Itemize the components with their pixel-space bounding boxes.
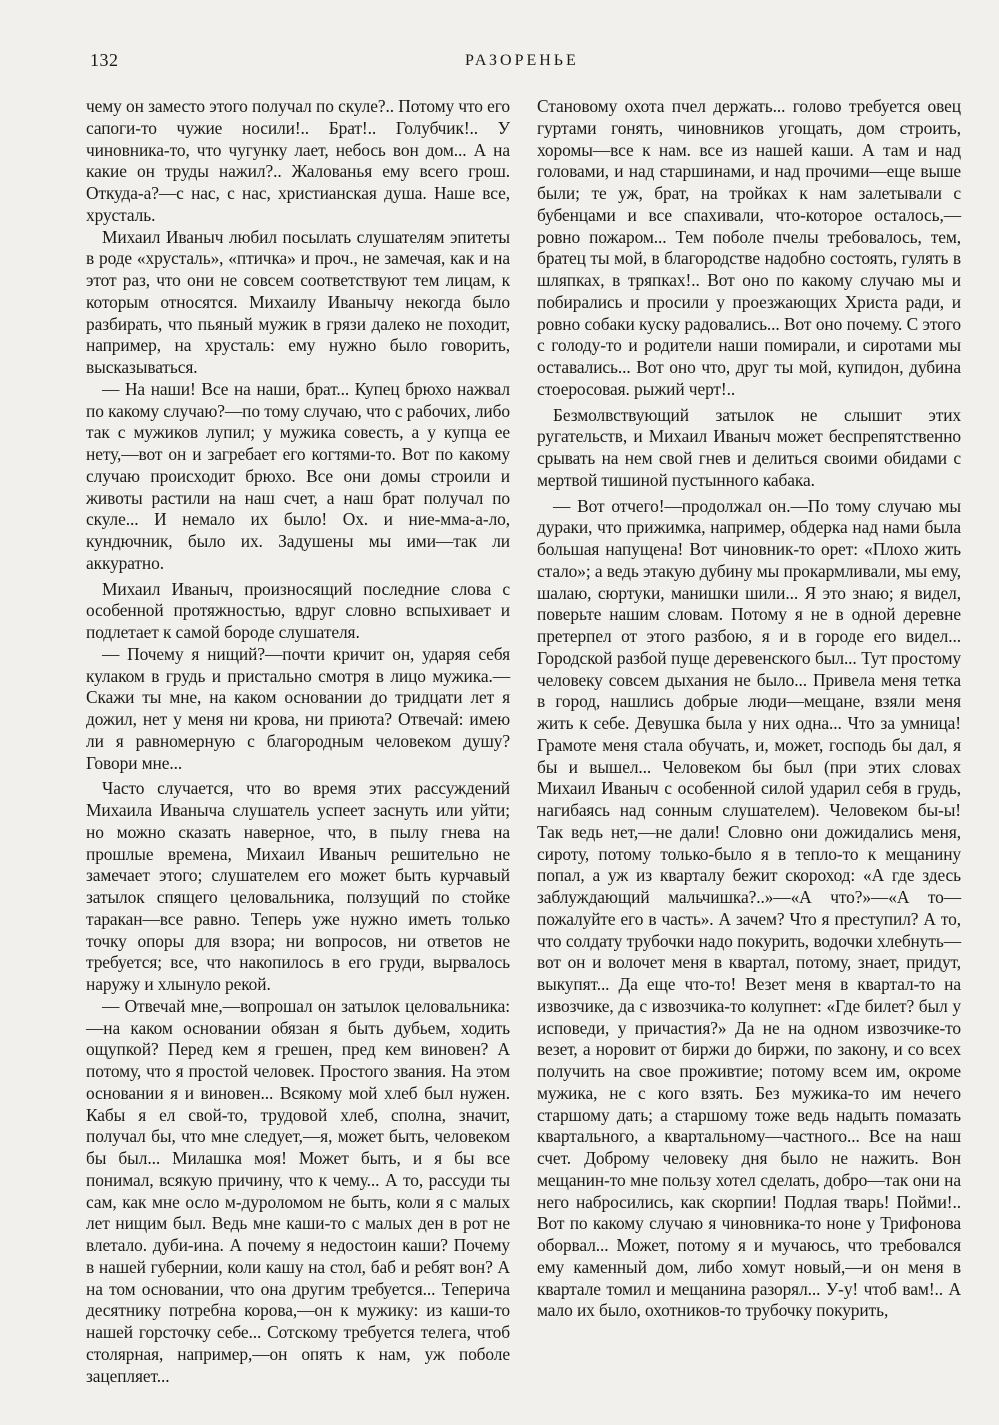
left-column <box>86 96 510 1387</box>
running-title: РАЗОРЕНЬЕ <box>465 52 579 69</box>
paragraph: — Вот отчего!—продолжал он.—По тому случаю мы дураки, что прижимка, например, обдерка над нами была большая напущена! Вот чиновник-то орет: «Плохо жить стало»; а ведь этакую дубину мы прокармливали, мы ему, шалаю, сюртуки, манишки шили... Я это знаю; я видел, поверьте нашим словам. Потому я не в одной деревне претерпел от этого разбою, я и в городе его видел... Городской разбой пуще деревенского был... Тут простому человеку совсем дыхания не было... Привела меня тетка в город, нашлись добрые люди—мещане, взяли меня жить к себе. Девушка была у них одна... Что за умница! Грамоте меня стала обучать, и, может, господь бы дал, я бы и вышел... Человеком бы был (при этих словах Михаил Иваныч с особенной силой ударил себя в грудь, нагибаясь над сонным слушателем). Человеком бы-ы! Так ведь нет,—не дали! Словно они дожидались меня, сироту, потому только-было я в тепло-то к мещанину попал, а уж из кварталу бежит скороход: «А где здесь заблуждающий мальчишка?..»—«А что?»—«А то—пожалуйте его в часть». А зачем? Что я преступил? А то, что солдату трубочки надо покурить, водочки хлебнуть—вот он и волочет меня в квартал, потому, знает, придут, выкупят... Да еще что-то! Везет меня в квартал-то на извозчике, да с извозчика-то колупнет: «Где билет? был у исповеди, у причастия?» Да не на одном извозчике-то везет, а норовит от биржи до биржи, по закону, и со всех получить на свое проживтие; потому всем им, окроме мужика, не с кого взять. Без мужика-то им нечего старшому дать; а старшому тоже ведь надыть помазать квартального, а квартальному—частного... Все на наш счет. Доброму человеку дня было не нажить. Вон мещанин-то мне пользу хотел сделать, добро—так они на него набросились, как скорпии! Подлая тварь! Пойми!.. Вот по какому случаю я чиновника-то ноне у Трифонова оборвал... Может, потому я и мучаюсь, что требовался ему каменный дом, либо хомут новый,—и он меня в квартале томил и мещанина разорял... У-у! чтоб вам!.. А мало их было, охотников-то трубочку покурить, <box>537 495 961 1321</box>
paragraph: Михаил Иваныч, произносящий последние слова с особенной протяжностью, вдруг словно вспыхивает и подлетает к самой бороде слушателя. <box>86 578 510 642</box>
paragraph: — Почему я нищий?—почти кричит он, ударяя себя кулаком в грудь и пристально смотря в лицо мужика.—Скажи ты мне, на каком основании до тридцати лет я дожил, нет у меня ни крова, ни приюта? Отвечай: имею ли я равномерную с благородным человеком душу? Говори мне... <box>86 643 510 773</box>
paragraph: — Отвечай мне,—вопрошал он затылок целовальника:—на каком основании обязан я быть дубьем, ходить ощупкой? Перед кем я грешен, пред кем виновен? А потому, что я простой человек. Простого звания. На этом основании я и виновен... Всякому мой хлеб был нужен. Кабы я ел свой-то, трудовой хлеб, сполна, значит, получал бы, что мне следует,—я, может быть, человеком бы был... Милашка моя! Может быть, и я бы все понимал, всякую причину, что к чему... А то, рассуди ты сам, как мне осло м-дуроломом не быть, коли я с малых лет нищим был. Ведь мне каши-то с малых ден в рот не влетало. дуби-ина. А почему я недостоин каши? Почему в нашей губернии, коли кашу на стол, баб и ребят вон? А на том основании, что она другим требуется... Теперича десятнику потребна корова,—он к мужику: из каши-то нашей горсточку себе... Сотскому требуется телега, чтоб столярная, например,—он опять к нам, уж поболе зацепляет... <box>86 995 510 1386</box>
paragraph: Становому охота пчел держать... голово требуется овец гуртами гонять, чиновников угощать, дом строить, хоромы—все к нам. все из нашей каши. А там и над головами, и над старшинами, и над прочими—еще выше были; те уж, брат, на тройках к нам залетывали с бубенцами и все спахивали, что-которое осталось,—ровно пожаром... Тем поболе пчелы требовалось, тем, братец ты мой, в благородстве надобно состоять, гулять в шляпках, в тряпках!.. Вот оно по какому случаю мы и побирались и просили у проезжающих Христа ради, и ровно собаки куску радовались... Вот оно почему. С этого с голоду-то и родители наши помирали, и сиротами мы оставались... Вот оно что, друг ты мой, купидон, дубина стоеросовая. рыжий черт!.. <box>537 96 961 399</box>
page-header <box>90 50 970 80</box>
paragraph: Часто случается, что во время этих рассуждений Михаила Иваныча слушатель успеет заснуть или уйти; но можно сказать наверное, что, в пылу гнева на прошлые времена, Михаил Иваныч решительно не замечает этого; слушателем его может быть курчавый затылок спящего целовальника, ползущий по стойке таракан—все равно. Теперь уже нужно иметь только точку опоры для взора; ни вопросов, ни ответов не требуется; все, что накопилось в его груди, вырвалось наружу и хлынуло рекой. <box>86 778 510 994</box>
paragraph: чему он заместо этого получал по скуле?.. Потому что его сапоги-то чужие носили!.. Брат!.. Голубчик!.. У чиновника-то, что чугунку лает, небось вон дом... А на какие он труды нажил?.. Жалованья ему всего грош. Откуда-а?—с нас, с нас, христианская душа. Наше все, хрусталь. <box>86 96 510 225</box>
paragraph: — На наши! Все на наши, брат... Купец брюхо нажвал по какому случаю?—по тому случаю, что с рабочих, либо так с мужиков лупил; у мужика совесть, а у купца ее нету,—вот он и загребает его когтями-то. Вот по какому случаю происходит брюхо. Все они домы строили и животы растили на наш счет, а наш брат получал по скуле... И немало их было! Ох. и ние-мма-а-ло, кундючник, было их. Задушены мы ими—так ли аккуратно. <box>86 378 510 573</box>
paragraph: Михаил Иваныч любил посылать слушателям эпитеты в роде «хрусталь», «птичка» и проч., не замечая, как и на этот раз, что они не совсем соответствуют тем лицам, к которым относятся. Михаилу Иванычу некогда было разбирать, что пьяный мужик в грязи далеко не походит, например, на хрусталь: ему нужно было говорить, высказываться. <box>86 226 510 377</box>
paragraph: Безмолвствующий затылок не слышит этих ругательств, и Михаил Иваныч может беспрепятственно срывать на нем свой гнев и делиться своими обидами с мертвой тишиной пустынного кабака. <box>537 404 961 490</box>
page-number: 132 <box>90 50 119 70</box>
right-column <box>537 96 961 1322</box>
